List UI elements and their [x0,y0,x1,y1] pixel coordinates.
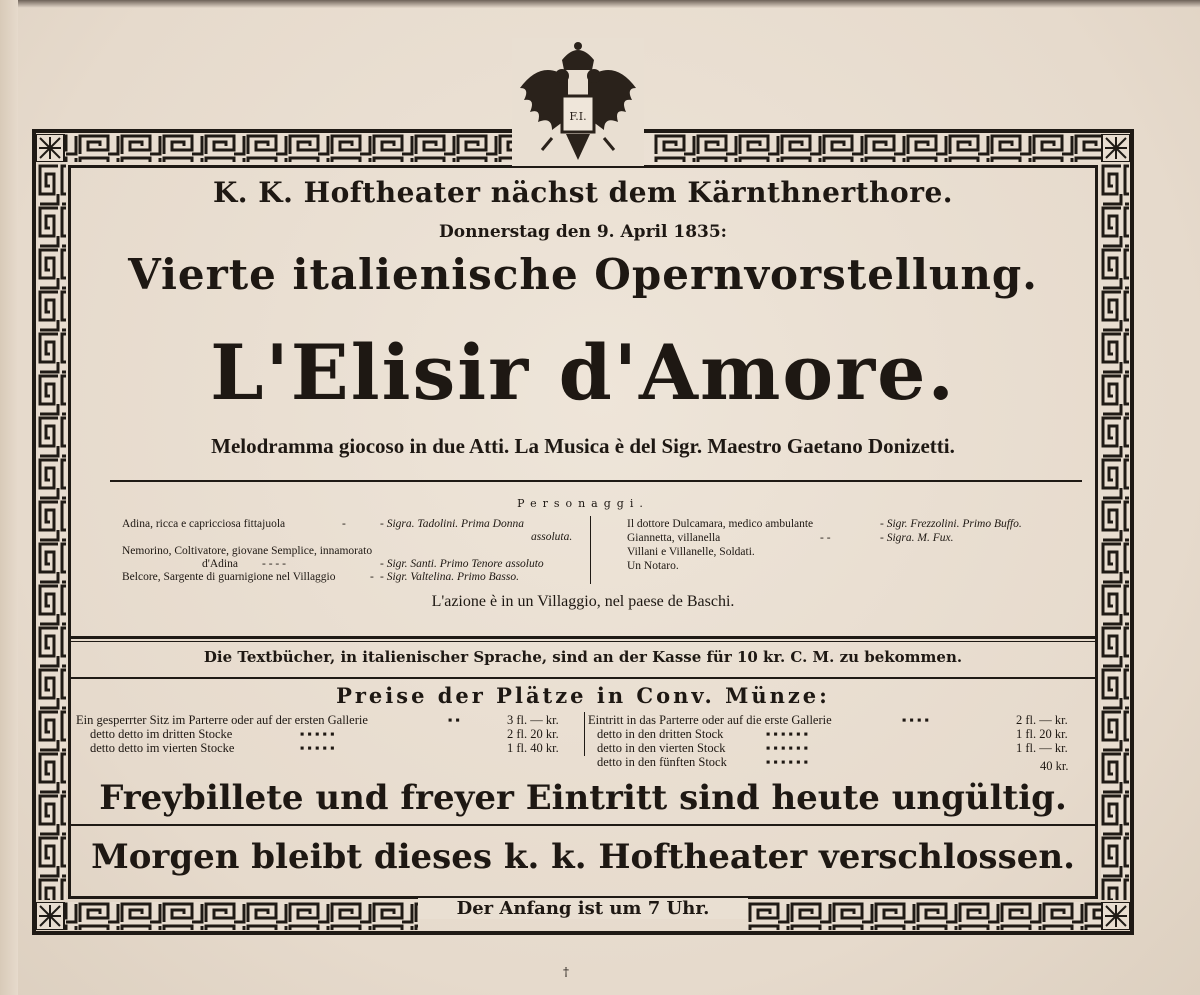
cast-role-adina: Adina, ricca e capricciosa fittajuola [122,518,286,530]
cast-dashes: - - [820,532,831,544]
closure-notice: Morgen bleibt dieses k. k. Hoftheater verschlossen. [91,837,1075,877]
cast-column-divider [590,516,591,584]
scan-edge-left [0,0,18,995]
price-label: detto detto im dritten Stocke [90,727,233,741]
cast-role-belcore: Belcore, Sargente di guarnigione nel Villaggio [122,571,336,583]
price-dots: ▪ ▪ ▪ ▪ ▪ ▪ [766,727,809,741]
cast-singer-tadolini-cont: assoluta. [531,531,573,543]
greek-key-border-left [38,164,66,900]
divider-line [70,636,1096,639]
footer-mark: † [563,965,569,979]
divider-line [110,480,1082,482]
greek-key-border-bottom-left [36,902,418,930]
price-value: 2 fl. — kr. [1016,713,1068,727]
performance-date: Donnerstag den 9. April 1835: [439,222,727,242]
cast-role-villagers: Villani e Villanelle, Soldati. [627,546,755,558]
price-dots: ▪ ▪ ▪ ▪ ▪ [300,727,335,741]
cast-singer-frezzolini: - Sigr. Frezzolini. Primo Buffo. [880,518,1022,530]
price-value: 3 fl. — kr. [507,713,559,727]
cast-dashes: - [370,571,374,583]
cast-singer-valtelina: - Sigr. Valtelina. Primo Basso. [380,571,519,583]
prices-heading: Preise der Plätze in Conv. Münze: [336,683,830,708]
price-dots: ▪ ▪ ▪ ▪ [902,713,930,727]
scan-edge-top [0,0,1200,8]
price-label: detto detto im vierten Stocke [90,741,235,755]
imperial-eagle-emblem [512,38,644,166]
greek-key-border-top-right [654,134,1130,162]
price-dots: ▪ ▪ ▪ ▪ ▪ ▪ [766,755,809,769]
cast-role-dulcamara: Il dottore Dulcamara, medico ambulante [627,518,814,530]
divider-line [70,677,1096,679]
cast-dashes: - [342,518,346,530]
cast-role-nemorino: Nemorino, Coltivatore, giovane Semplice, innamorato [122,545,373,557]
price-value: 40 kr. [1040,759,1069,773]
opera-subtitle: Melodramma giocoso in due Atti. La Musica è del Sigr. Maestro Gaetano Donizetti. [211,434,955,458]
setting-note: L'azione è in un Villaggio, nel paese de Baschi. [431,593,735,610]
price-dots: ▪ ▪ [448,713,460,727]
emblem-monogram: F.I. [569,110,587,123]
price-value: 1 fl. — kr. [1016,741,1068,755]
greek-key-border-right [1101,164,1129,900]
free-tickets-notice: Freybillete und freyer Eintritt sind heute ungültig. [99,778,1067,818]
price-value: 2 fl. 20 kr. [507,727,559,741]
price-label: detto in den fünften Stock [597,755,727,769]
price-dots: ▪ ▪ ▪ ▪ ▪ [300,741,335,755]
cast-singer-fux: - Sigra. M. Fux. [880,532,954,544]
cast-heading: Personaggi. [517,497,649,510]
price-value: 1 fl. 40 kr. [507,741,559,755]
cast-singer-santi: - Sigr. Santi. Primo Tenore assoluto [380,558,544,570]
cast-singer-tadolini: - Sigra. Tadolini. Prima Donna [380,518,524,530]
theatre-name: K. K. Hoftheater nächst dem Kärnthnerthore. [212,176,954,209]
cast-role-giannetta: Giannetta, villanella [627,532,721,544]
price-label: Eintritt in das Parterre oder auf die erste Gallerie [588,713,832,727]
cast-dashes: - - - - [262,558,286,570]
price-label: Ein gesperrter Sitz im Parterre oder auf der ersten Gallerie [76,713,368,727]
greek-key-border-top-left [36,134,512,162]
prices-column-divider [584,712,585,756]
libretto-note: Die Textbücher, in italienischer Sprache, sind an der Kasse für 10 kr. C. M. zu bekommen. [203,648,963,666]
price-label: detto in den vierten Stock [597,741,726,755]
price-dots: ▪ ▪ ▪ ▪ ▪ ▪ [766,741,809,755]
greek-key-border-bottom-right [748,902,1130,930]
divider-line [70,824,1096,826]
cast-role-notary: Un Notaro. [627,560,679,572]
price-value: 1 fl. 20 kr. [1016,727,1068,741]
start-time-notice: Der Anfang ist um 7 Uhr. [418,898,748,919]
performance-title: Vierte italienische Opernvorstellung. [128,250,1038,299]
price-label: detto in den dritten Stock [597,727,724,741]
opera-title: L'Elisir d'Amore. [210,328,956,417]
divider-line [70,641,1096,642]
cast-role-nemorino-cont: d'Adina [202,558,238,570]
